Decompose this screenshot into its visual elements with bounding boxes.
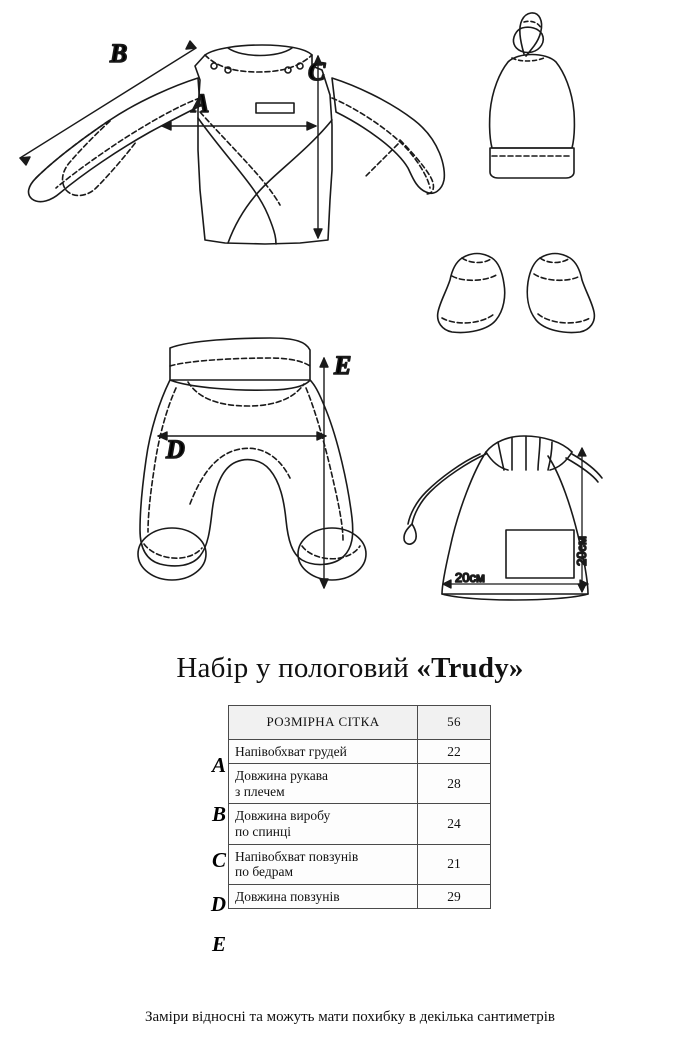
row-value-e: 29 [418,884,491,909]
row-label-b [229,764,418,804]
size-table-wrapper [228,705,472,909]
row-label-c-line2: по спинці [235,824,291,839]
bag-illustration [404,436,602,600]
row-label-b-line1: Довжина рукава [235,768,328,784]
table-row [229,804,491,844]
label-d: D [166,435,185,464]
bag-width-label: 20см [455,570,485,585]
romper-illustration [138,338,366,588]
row-label-d-line2: по бедрам [235,864,294,880]
title-prefix: Набір у пологовий [176,652,417,684]
row-value-a: 22 [418,739,491,764]
row-letter-b: B [211,802,226,826]
bodysuit-illustration [20,39,444,244]
row-label-b-line2: з плечем [235,783,285,799]
table-row [229,844,491,884]
row-letter-d: D [210,892,226,916]
row-letter-e: E [211,932,226,956]
row-label-a: Напівобхват грудей [229,739,418,764]
row-value-d: 21 [418,844,491,884]
row-label-e: Довжина повзунів [229,884,418,909]
size-table [228,705,491,909]
table-header-row [229,706,491,740]
table-row [229,739,491,764]
label-a: A [192,89,210,118]
row-value-b: 28 [418,764,491,804]
title-brand: «Trudy» [416,652,524,684]
label-e: E [334,351,352,380]
table-row [229,884,491,909]
label-c: C [308,57,326,86]
row-label-c [229,804,418,844]
mittens-illustration [438,254,595,333]
label-b: B [110,39,128,68]
footnote: Заміри відносні та можуть мати похибку в декілька сантиметрів [144,1009,556,1025]
row-letter-c: C [211,848,226,872]
row-label-d-line1: Напівобхват повзунів [235,848,359,864]
page-title [0,652,700,685]
bag-height-label: 20см [574,536,589,566]
table-header-label: РОЗМІРНА СІТКА [229,706,418,740]
table-row-letters [190,705,226,955]
row-letter-a: A [211,753,226,777]
row-label-c-line1: Довжина виробу [235,808,331,824]
table-header-size: 56 [418,706,491,740]
row-value-c: 24 [418,804,491,844]
table-row [229,764,491,804]
row-label-d [229,844,418,884]
hat-illustration [490,13,575,178]
